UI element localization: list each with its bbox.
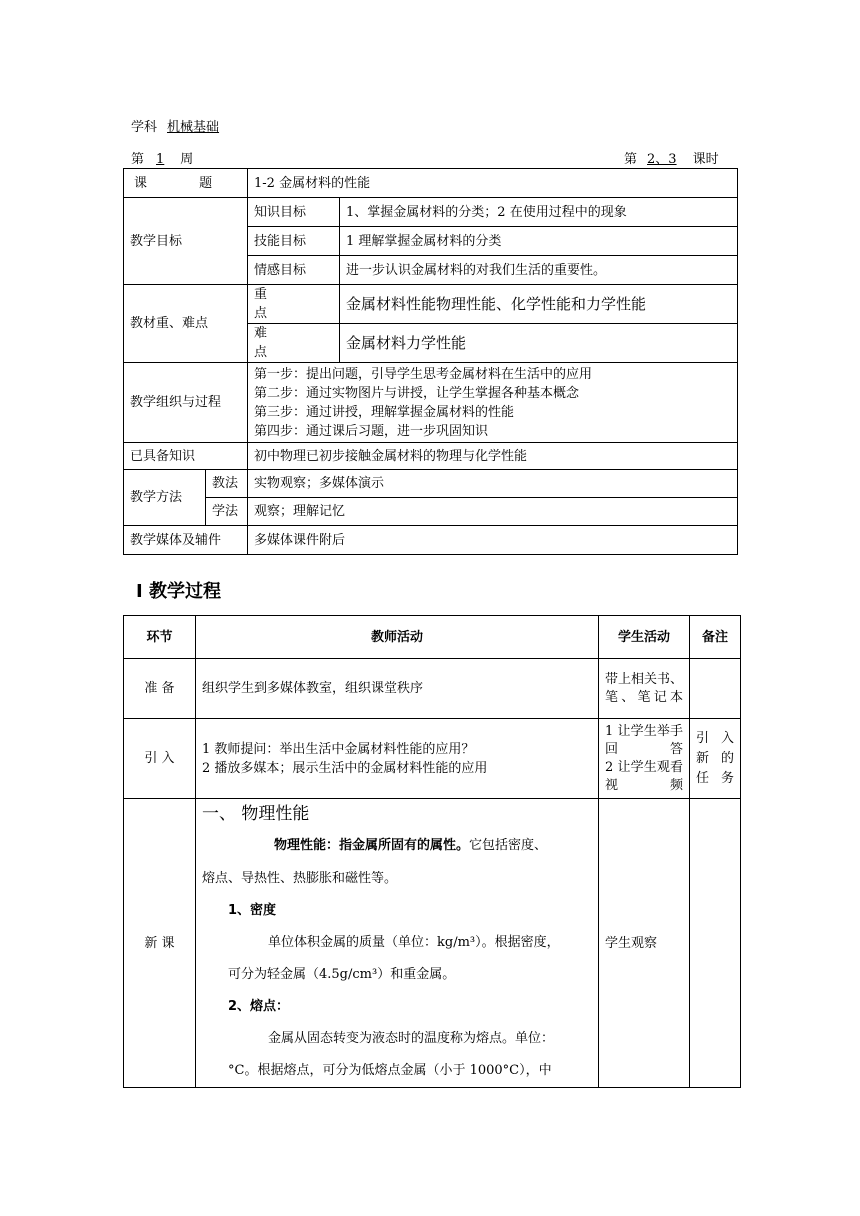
intro-teacher: [196, 719, 599, 799]
def-bold: 物理性能：指金属所固有的属性。: [274, 838, 470, 853]
week-line: [131, 148, 193, 167]
org-steps: [248, 363, 738, 443]
topic-label: 课 题: [124, 169, 248, 198]
intro-student: [599, 719, 690, 799]
density-line-2: 可分为轻金属（4.5g/cm³）和重金属。: [228, 967, 456, 982]
header-stage: 环节: [124, 616, 196, 659]
subheading-density: 1、密度: [228, 903, 277, 918]
org-step: 第四步：通过课后习题，进一步巩固知识: [254, 423, 489, 439]
period-line: [624, 148, 719, 167]
intro-note: 引入新的任务: [690, 719, 741, 799]
goals-label: 教学目标: [124, 198, 248, 285]
new-student: 学生观察: [599, 799, 690, 1088]
goal-label-skill: 技能目标: [248, 227, 340, 256]
org-step: 第三步：通过讲授，理解掌握金属材料的性能: [254, 404, 515, 420]
period-suffix: 课时: [692, 152, 719, 167]
key-label: 教材重、难点: [124, 285, 248, 363]
lesson-plan-table: [123, 168, 738, 555]
intro-teacher-line: 2 播放多媒本；展示生活中的金属材料性能的应用: [202, 760, 488, 776]
goal-value-knowledge: 1、掌握金属材料的分类；2 在使用过程中的现象: [340, 198, 738, 227]
key-label-focus: 重 点: [248, 285, 340, 324]
def-rest: 它包括密度、: [469, 838, 548, 853]
new-stage: 新 课: [124, 799, 196, 1088]
method-value-learn: 观察；理解记忆: [248, 498, 738, 526]
melt-line-2: °C。根据熔点，可分为低熔点金属（小于 1000°C），中: [228, 1063, 552, 1078]
subject-value: 机械基础: [167, 120, 220, 135]
prep-note: [690, 659, 741, 719]
media-label: 教学媒体及辅件: [124, 526, 248, 555]
topic-value: 1-2 金属材料的性能: [248, 169, 738, 198]
org-step: 第二步：通过实物图片与讲授，让学生掌握各种基本概念: [254, 385, 580, 401]
goal-label-emotion: 情感目标: [248, 256, 340, 285]
key-value-difficulty: 金属材料力学性能: [340, 324, 738, 363]
melt-line-1: 金属从固态转变为液态时的温度称为熔点。单位：: [268, 1031, 555, 1046]
week-suffix: 周: [180, 152, 194, 167]
intro-teacher-line: 1 教师提问：举出生活中金属材料性能的应用？: [202, 741, 475, 757]
header-student: 学生活动: [599, 616, 690, 659]
key-label-difficulty: 难 点: [248, 324, 340, 363]
new-teacher-content: [196, 799, 599, 1088]
prep-stage: 准 备: [124, 659, 196, 719]
week-value: 1: [156, 152, 165, 167]
media-value: 多媒体课件附后: [248, 526, 738, 555]
header-teacher: 教师活动: [196, 616, 599, 659]
method-label: 教学方法: [124, 470, 206, 526]
prior-value: 初中物理已初步接触金属材料的物理与化学性能: [248, 443, 738, 470]
key-value-focus: 金属材料性能物理性能、化学性能和力学性能: [340, 285, 738, 324]
org-step: 第一步：提出问题，引导学生思考金属材料在生活中的应用: [254, 366, 593, 382]
method-label-learn: 学法: [206, 498, 248, 526]
subheading-melting: 2、熔点：: [228, 999, 290, 1014]
method-value-teach: 实物观察；多媒体演示: [248, 470, 738, 498]
new-note: [690, 799, 741, 1088]
org-label: 教学组织与过程: [124, 363, 248, 443]
goal-value-skill: 1 理解掌握金属材料的分类: [340, 227, 738, 256]
intro-student-line: 1 让学生举手回答: [605, 723, 683, 757]
intro-stage: 引 入: [124, 719, 196, 799]
subject-label: 学科: [131, 120, 158, 135]
week-prefix: 第: [131, 152, 145, 167]
prior-label: 已具备知识: [124, 443, 248, 470]
prep-student: 带上相关书、笔、笔记本: [599, 659, 690, 719]
def-line-1: [202, 829, 592, 863]
new-heading: 一、 物理性能: [202, 804, 310, 824]
header-note: 备注: [690, 616, 741, 659]
def-line-2: 熔点、导热性、热膨胀和磁性等。: [202, 871, 398, 886]
goal-value-emotion: 进一步认识金属材料的对我们生活的重要性。: [340, 256, 738, 285]
method-label-teach: 教法: [206, 470, 248, 498]
period-prefix: 第: [624, 152, 638, 167]
subject-line: [131, 116, 225, 135]
process-table: [123, 615, 741, 1088]
section-title: Ⅰ 教学过程: [136, 581, 221, 602]
period-value: 2、3: [647, 152, 677, 167]
density-line-1: 单位体积金属的质量（单位：kg/m³）。根据密度，: [268, 935, 560, 950]
intro-student-line: 2 让学生观看视频: [605, 759, 683, 793]
goal-label-knowledge: 知识目标: [248, 198, 340, 227]
prep-teacher: 组织学生到多媒体教室，组织课堂秩序: [196, 659, 599, 719]
